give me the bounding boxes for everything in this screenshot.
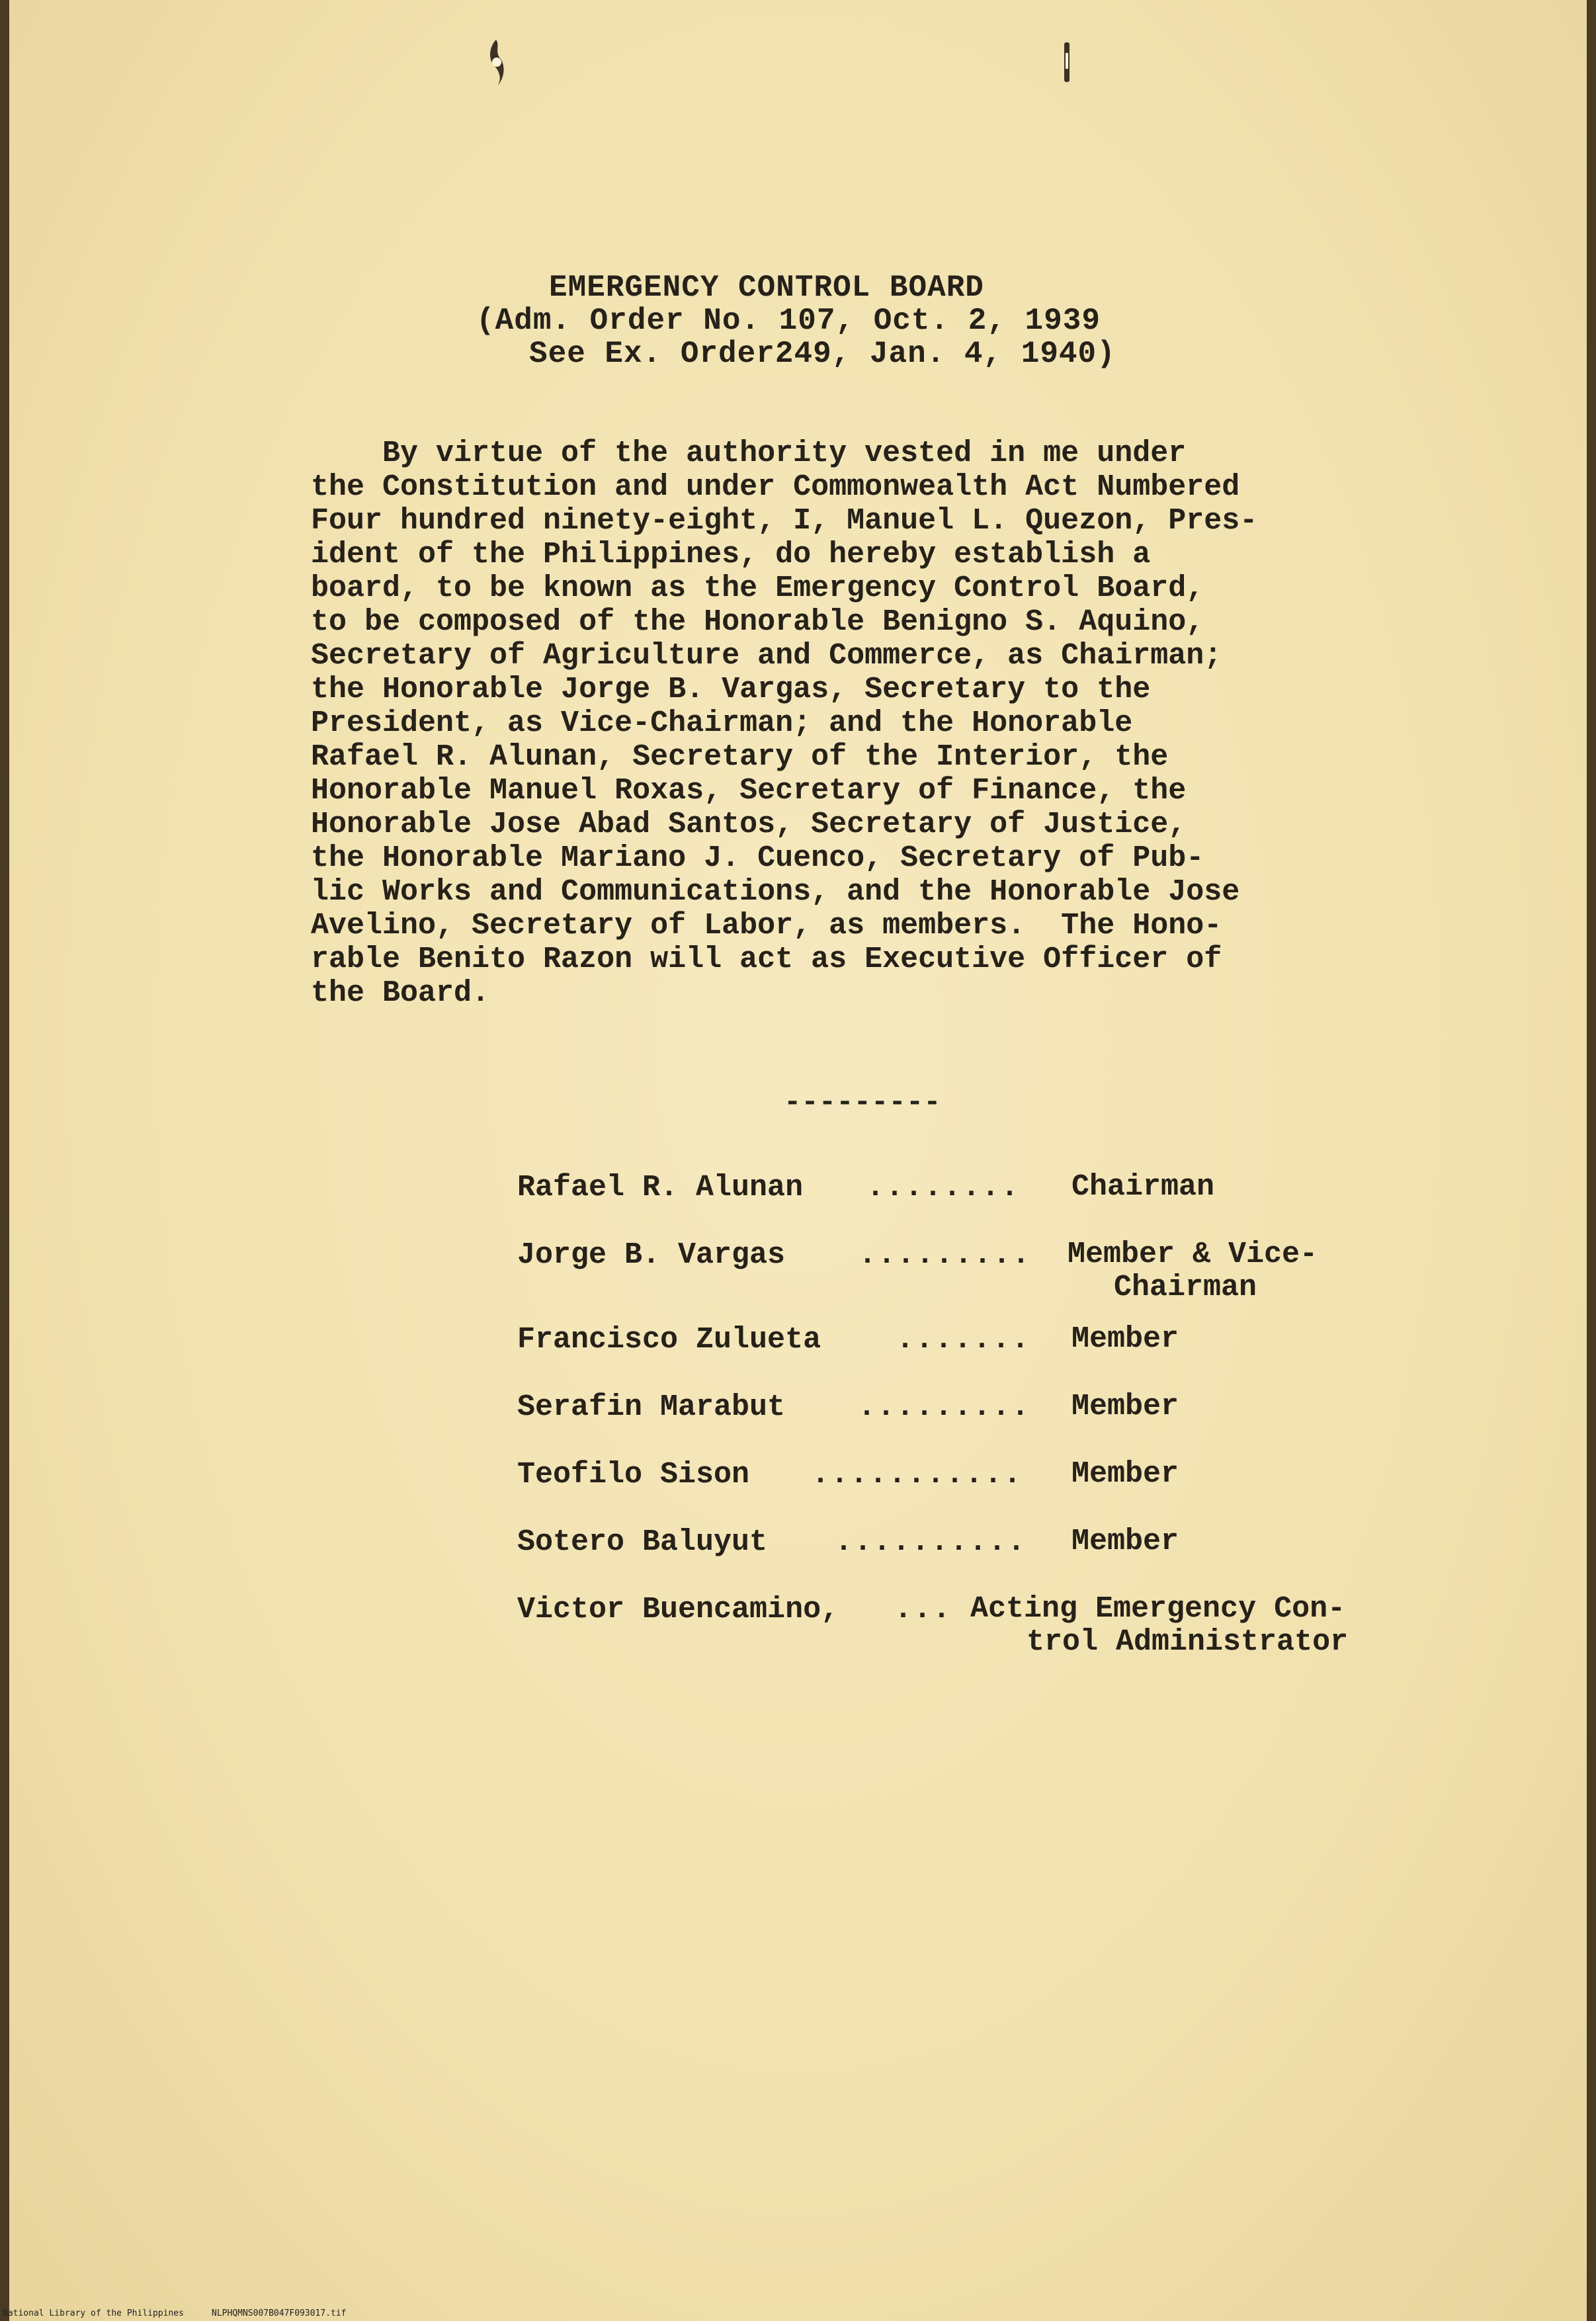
left-scan-edge xyxy=(0,0,9,2321)
leader-dots: ....... xyxy=(896,1323,1031,1357)
leader-dots: ......... xyxy=(858,1390,1031,1424)
paragraph-line: ident of the Philippines, do hereby establish a xyxy=(311,538,1151,571)
footer-filename: NLPHQMNS007B047F093017.tif xyxy=(212,2308,347,2318)
roster-row xyxy=(517,1390,1423,1458)
member-role-continued: Chairman xyxy=(1114,1271,1257,1304)
heading-admin-order: (Adm. Order No. 107, Oct. 2, 1939 xyxy=(476,304,1101,338)
leader-dots: ... xyxy=(894,1593,952,1626)
section-divider: --------- xyxy=(784,1086,941,1119)
paragraph-line: Secretary of Agriculture and Commerce, as Chairman; xyxy=(311,639,1222,673)
member-role: Acting Emergency Con- xyxy=(970,1592,1346,1626)
paragraph-line: Honorable Jose Abad Santos, Secretary of Justice, xyxy=(311,808,1187,841)
heading-title: EMERGENCY CONTROL BOARD xyxy=(549,271,984,305)
paragraph-line: to be composed of the Honorable Benigno S. Aquino, xyxy=(311,605,1204,639)
document-heading xyxy=(463,271,1191,370)
member-role: Chairman xyxy=(1071,1170,1215,1204)
leader-dots: ........... xyxy=(812,1458,1023,1492)
scan-footer xyxy=(0,2305,1596,2318)
heading-exec-order: See Ex. Order249, Jan. 4, 1940) xyxy=(529,337,1116,371)
paragraph-line: rable Benito Razon will act as Executive Officer of xyxy=(311,943,1222,976)
paragraph-line: By virtue of the authority vested in me under xyxy=(311,437,1187,470)
member-role: Member xyxy=(1071,1322,1179,1356)
member-name: Serafin Marabut xyxy=(517,1390,786,1424)
member-name: Sotero Baluyut xyxy=(517,1525,768,1559)
roster-row xyxy=(517,1238,1423,1323)
leader-dots: ........ xyxy=(866,1171,1021,1204)
paragraph-line: Honorable Manuel Roxas, Secretary of Finance, the xyxy=(311,774,1187,808)
punch-hole-right xyxy=(1057,38,1077,87)
roster-row xyxy=(517,1171,1423,1238)
member-role-continued: trol Administrator xyxy=(1027,1625,1349,1659)
paragraph-line: board, to be known as the Emergency Control Board, xyxy=(311,571,1204,605)
paragraph-line: lic Works and Communications, and the Honorable Jose xyxy=(311,875,1240,909)
paragraph-line: Four hundred ninety-eight, I, Manuel L. Quezon, Pres- xyxy=(311,504,1258,538)
paragraph-line: the Constitution and under Commonwealth Act Numbered xyxy=(311,470,1240,504)
roster-row xyxy=(517,1323,1423,1390)
footer-source: National Library of the Philippines xyxy=(3,2308,184,2318)
roster-row xyxy=(517,1525,1423,1593)
member-role: Member xyxy=(1071,1457,1179,1491)
paragraph-line: the Board. xyxy=(311,976,490,1010)
paragraph-line: the Honorable Mariano J. Cuenco, Secretary of Pub- xyxy=(311,841,1204,875)
member-role: Member xyxy=(1071,1525,1179,1558)
order-paragraph xyxy=(311,437,1257,1010)
paragraph-line: President, as Vice-Chairman; and the Honorable xyxy=(311,706,1133,740)
roster-row xyxy=(517,1458,1423,1525)
board-roster xyxy=(517,1171,1423,1672)
punch-hole-left xyxy=(487,38,507,87)
member-name: Jorge B. Vargas xyxy=(517,1238,786,1272)
paragraph-line: Rafael R. Alunan, Secretary of the Interior, the xyxy=(311,740,1169,774)
member-name: Francisco Zulueta xyxy=(517,1323,821,1357)
member-role: Member & Vice- xyxy=(1068,1238,1318,1271)
paragraph-line: Avelino, Secretary of Labor, as members. The Hono- xyxy=(311,909,1222,943)
roster-row xyxy=(517,1593,1423,1672)
member-name: Rafael R. Alunan xyxy=(517,1171,804,1204)
member-name: Teofilo Sison xyxy=(517,1458,750,1492)
member-name: Victor Buencamino, xyxy=(517,1593,839,1626)
leader-dots: .......... xyxy=(835,1525,1027,1559)
member-role: Member xyxy=(1071,1390,1179,1423)
right-scan-edge xyxy=(1587,0,1596,2321)
paragraph-line: the Honorable Jorge B. Vargas, Secretary to the xyxy=(311,673,1151,706)
leader-dots: ......... xyxy=(859,1238,1032,1272)
